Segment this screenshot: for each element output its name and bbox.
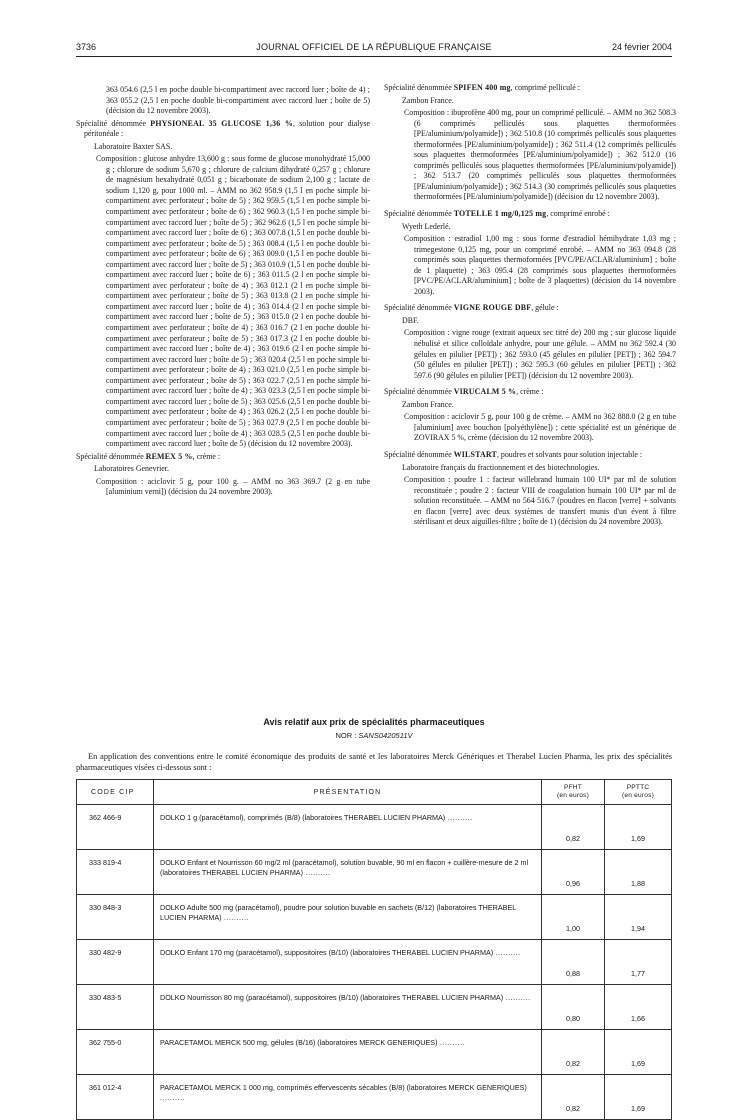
specialty-heading-remex: Spécialité dénommée REMEX 5 %, crème : [76, 451, 221, 461]
pfht-cell: 1,00 [542, 895, 605, 940]
presentation-cell: DOLKO Adulte 500 mg (paracétamol), poudre pour solution buvable en sachets (B/12) (laboratoires THERABEL LUCIEN PHARMA) .......... [154, 895, 542, 940]
table-row [77, 850, 672, 895]
laboratory-name: Wyeth Lederlé. [402, 221, 451, 231]
pfht-cell: 0,88 [542, 940, 605, 985]
presentation-cell: PARACETAMOL MERCK 500 mg, gélules (B/16) (laboratoires MERCK GENERIQUES) .......... [154, 1030, 542, 1075]
specialty-name: PHYSIONEAL 35 GLUCOSE 1,36 % [150, 118, 293, 128]
ppttc-cell: 1,77 [605, 940, 672, 985]
specialty-heading-physioneal: Spécialité dénommée PHYSIONEAL 35 GLUCOSE 1,36 %, solution pour dialyse péritonéale : [76, 118, 370, 139]
table-row [77, 805, 672, 850]
table-row [77, 1075, 672, 1120]
laboratory-name: Zambon France. [402, 95, 454, 105]
header-rule [76, 56, 672, 57]
table-row [77, 1030, 672, 1075]
table-row [77, 940, 672, 985]
presentation-cell: DOLKO Enfant et Nourrisson 60 mg/2 ml (paracétamol), solution buvable, 90 ml en flacon + cuillère-mesure de 2 ml (laboratoires THERABEL LUCIEN PHARMA) .......... [154, 850, 542, 895]
issue-date: 24 février 2004 [611, 42, 672, 52]
nor-code: SANS0420511V [358, 731, 413, 740]
page-header [76, 42, 672, 56]
laboratory-name: DBF. [402, 315, 419, 325]
laboratory-name: Laboratoires Genevrier. [94, 464, 169, 474]
cip-code-cell: 330 483-5 [77, 985, 154, 1030]
column-header-pfht: PFHT (en euros) [542, 780, 605, 805]
ppttc-cell: 1,69 [605, 1075, 672, 1120]
laboratory-name: Laboratoire Baxter SAS. [94, 141, 173, 151]
presentation-cell: DOLKO Enfant 170 mg (paracétamol), suppositoires (B/10) (laboratoires THERABEL LUCIEN PHARMA) .......... [154, 940, 542, 985]
specialty-heading-totelle: Spécialité dénommée TOTELLE 1 mg/0,125 mg, comprimé enrobé : [384, 209, 610, 219]
ppttc-cell: 1,69 [605, 1030, 672, 1075]
specialty-heading-vigne-rouge: Spécialité dénommée VIGNE ROUGE DBF, gélule : [384, 303, 559, 313]
presentation-cell: PARACETAMOL MERCK 1 000 mg, comprimés effervescents sécables (B/8) (laboratoires MERCK GENERIQUES) .......... [154, 1075, 542, 1120]
leader-dots: .......... [503, 993, 531, 1002]
ppttc-cell: 1,66 [605, 985, 672, 1030]
specialty-name: SPIFEN 400 mg [453, 83, 511, 92]
specialty-name: TOTELLE 1 mg/0,125 mg [453, 209, 547, 219]
composition-text: Composition : aciclovir 5 g, pour 100 g de crème. – AMM no 362 888.0 (2 g en tube [aluminium] avec bouchon [polyéthylène]) ; cette spécialité est un générique de ZOVIRAX 5 %, crème (décision du 12 novembre 2003). [404, 412, 676, 443]
specialty-name: REMEX 5 % [145, 451, 193, 461]
continuation-text: 363 054.6 (2,5 l en poche double bi-compartiment avec raccord luer ; boîte de 4) ; 363 055.2 (2,5 l en poche double bi-compartiment avec raccord luer ; boîte de 5) (décision du 12 novembre 2003). [106, 85, 370, 116]
leader-dots: .......... [493, 948, 521, 957]
laboratory-name: Zambon France. [402, 399, 454, 409]
composition-text: Composition : vigne rouge (extrait aqueux sec titré de) 200 mg ; sur glucose liquide nébulisé et silice colloïdale anhydre, pour une gélule. – AMM no 362 592.4 (30 gélules en pilulier [PET]) ; 362 593.0 (45 gélules en pilulier [PET]) ; 362 594.7 (50 gélules en pilulier [PET]) ; 362 595.3 (60 gélules en pilulier [PET]) ; 362 597.6 (90 gélules en pilulier [PET]) (décision du 12 novembre 2003). [404, 328, 676, 380]
specialty-name: VIRUCALM 5 % [453, 387, 517, 397]
cip-code-cell: 362 755-0 [77, 1030, 154, 1075]
cip-code-cell: 361 012-4 [77, 1075, 154, 1120]
leader-dots: .......... [221, 912, 249, 922]
cip-code-cell: 330 848-3 [77, 895, 154, 940]
nor-reference: NOR : SANS0420511V [335, 731, 413, 740]
left-column [76, 85, 370, 500]
specialty-name: VIGNE ROUGE DBF [453, 303, 532, 313]
page-number: 3736 [76, 42, 97, 52]
table-header-row [77, 780, 672, 805]
cip-code-cell: 362 466-9 [77, 805, 154, 850]
column-header-code-cip: CODE CIP [77, 780, 154, 805]
column-header-ppttc: PPTTC (en euros) [605, 780, 672, 805]
cip-code-cell: 333 819-4 [77, 850, 154, 895]
price-table [76, 779, 672, 1120]
ppttc-cell: 1,69 [605, 805, 672, 850]
leader-dots: .......... [445, 813, 473, 822]
table-row [77, 985, 672, 1030]
presentation-cell: DOLKO Nourrisson 80 mg (paracétamol), suppositoires (B/10) (laboratoires THERABEL LUCIEN PHARMA) .......... [154, 985, 542, 1030]
composition-text: Composition : poudre 1 : facteur willebrand humain 100 UI* par ml de solution reconstituée ; poudre 2 : facteur VIII de coagulation humain 100 UI* par ml de solution reconstituée. – AMM no 564 516.7 (poudres en flacon [verre] + solvants en flacon [verre] avec deux systèmes de transfert munis d'un évent à filtre stérilisant et deux aiguilles-filtre ; boîte de 1) (décision du 24 novembre 2003). [404, 475, 676, 527]
composition-text: Composition : glucose anhydre 13,600 g : sous forme de glucose monohydraté 15,000 g ; chlorure de sodium 5,670 g ; chlorure de calcium dihydraté 0,257 g ; chlorure de magnésium hexahydraté 0,051 g ; bicarbonate de sodium 2,100 g ; lactate de sodium 1,120 g, pour 1000 ml. – AMM no 362 958.9 (1,5 l en poche simple bi-compartiment avec perforateur ; boîte de 5) ; 362 959.5 (1,5 l en poche simple bi-compartiment avec perforateur ; boîte de 6) ; 362 960.3 (1,5 l en poche simple bi-compartiment avec raccord luer ; boîte de 5) ; 362 962.6 (1,5 l en poche simple bi-compartiment avec raccord luer ; boîte de 6) ; 363 007.8 (1,5 l en poche double bi-compartiment avec perforateur ; boîte de 5) ; 363 008.4 (1,5 l en poche double bi-compartiment avec perforateur ; boîte de 6) ; 363 009.0 (1,5 l en poche double bi-compartiment avec raccord luer ; boîte de 5) ; 363 010.9 (1,5 l en poche double bi-compartiment avec raccord luer ; boîte de 6) ; 363 011.5 (2 l en poche simple bi-compartiment avec perforateur ; boîte de 4) ; 363 012.1 (2 l en poche simple bi-compartiment avec perforateur ; boîte de 5) ; 363 013.8 (2 l en poche simple bi-compartiment avec raccord luer ; boîte de 4) ; 363 014.4 (2 l en poche simple bi-compartiment avec raccord luer ; boîte de 5) ; 363 015.0 (2 l en poche double bi-compartiment avec perforateur ; boîte de 4) ; 363 016.7 (2 l en poche double bi-compartiment avec perforateur ; boîte de 5) ; 363 017.3 (2 l en poche double bi-compartiment avec raccord luer ; boîte de 4) ; 363 019.6 (2 l en poche simple bi-compartiment avec raccord luer ; boîte de 5) ; 363 020.4 (2,5 l en poche simple bi-compartiment avec perforateur ; boîte de 4) ; 363 021.0 (2,5 l en poche simple bi-compartiment avec perforateur ; boîte de 5) ; 363 022.7 (2,5 l en poche simple bi-compartiment avec raccord luer ; boîte de 4) ; 363 023.3 (2,5 l en poche simple bi-compartiment avec raccord luer ; boîte de 5) ; 363 025.6 (2,5 l en poche double bi-compartiment avec perforateur ; boîte de 4) ; 363 026.2 (2,5 l en poche double bi-compartiment avec perforateur ; boîte de 5) ; 363 027.9 (2,5 l en poche double bi-compartiment avec raccord luer ; boîte de 4) ; 363 028.5 (2,5 l en poche double bi-compartiment avec raccord luer ; boîte de 5) (décision du 12 novembre 2003). [96, 154, 370, 449]
table-row [77, 895, 672, 940]
cip-code-cell: 330 482-9 [77, 940, 154, 985]
leader-dots: .......... [160, 1092, 185, 1102]
specialty-name: WILSTART [453, 449, 497, 459]
composition-text: Composition : ibuprofène 400 mg, pour un comprimé pelliculé. – AMM no 362 508.3 (6 comprimés pelliculés sous plaquettes thermoformées [PE/aluminium/polyamide]) ; 362 510.8 (10 comprimés pelliculés sous plaquettes thermoformées [PE/aluminium/polyamide]) ; 362 511.4 (12 comprimés pelliculés sous plaquettes thermoformées [PE/aluminium/polyamide]) ; 362 512.0 (16 comprimés pelliculés sous plaquettes thermoformées [PE/aluminium/polyamide]) ; 362 513.7 (20 comprimés pelliculés sous plaquettes thermoformées [PE/aluminium/polyamide]) ; 362 514.3 (30 comprimés pelliculés sous plaquettes thermoformées [PE/aluminium/polyamide]) (décision du 12 novembre 2003). [404, 108, 676, 202]
leader-dots: .......... [303, 867, 331, 877]
right-column [384, 85, 676, 530]
pfht-cell: 0,96 [542, 850, 605, 895]
notice-title: Avis relatif aux prix de spécialités pharmaceutiques [263, 717, 485, 727]
composition-text: Composition : aciclovir 5 g, pour 100 g. – AMM no 363 369.7 (2 g en tube [aluminium verni]) (décision du 24 novembre 2003). [96, 476, 370, 497]
specialty-heading-virucalm: Spécialité dénommée VIRUCALM 5 %, crème : [384, 387, 544, 397]
pfht-cell: 0,82 [542, 1030, 605, 1075]
laboratory-name: Laboratoire français du fractionnement et des biotechnologies. [402, 462, 600, 472]
journal-title: JOURNAL OFFICIEL DE LA RÉPUBLIQUE FRANÇAISE [256, 42, 492, 52]
column-header-presentation: PRÉSENTATION [154, 780, 542, 805]
leader-dots: .......... [437, 1038, 465, 1047]
notice-intro: En application des conventions entre le comité économique des produits de santé et les laboratoires Merck Génériques et Therabel Lucien Pharma, les prix des spécialités pharmaceutiques visées ci-dessous sont : [76, 752, 672, 772]
pfht-cell: 0,80 [542, 985, 605, 1030]
specialty-heading-spifen: Spécialité dénommée SPIFEN 400 mg, comprimé pelliculé : [384, 83, 580, 92]
ppttc-cell: 1,94 [605, 895, 672, 940]
specialty-heading-wilstart: Spécialité dénommée WILSTART, poudres et solvants pour solution injectable : [384, 449, 643, 459]
ppttc-cell: 1,88 [605, 850, 672, 895]
pfht-cell: 0,82 [542, 1075, 605, 1120]
pfht-cell: 0,82 [542, 805, 605, 850]
presentation-cell: DOLKO 1 g (paracétamol), comprimés (B/8) (laboratoires THERABEL LUCIEN PHARMA) .......... [154, 805, 542, 850]
composition-text: Composition : estradiol 1,00 mg : sous forme d'estradiol hémihydrate 1,03 mg ; trimegestone 0,125 mg, pour un comprimé enrobé. – AMM no 363 094.8 (28 comprimés sous plaquettes thermoformées [PVC/PE/ACLAR/aluminium] ; boîte de 1 plaquette) ; 363 095.4 (28 comprimés sous plaquettes thermoformées [PVC/PE/ACLAR/aluminium] ; boîte de 3 plaquettes) (décision du 14 novembre 2003). [404, 234, 676, 296]
